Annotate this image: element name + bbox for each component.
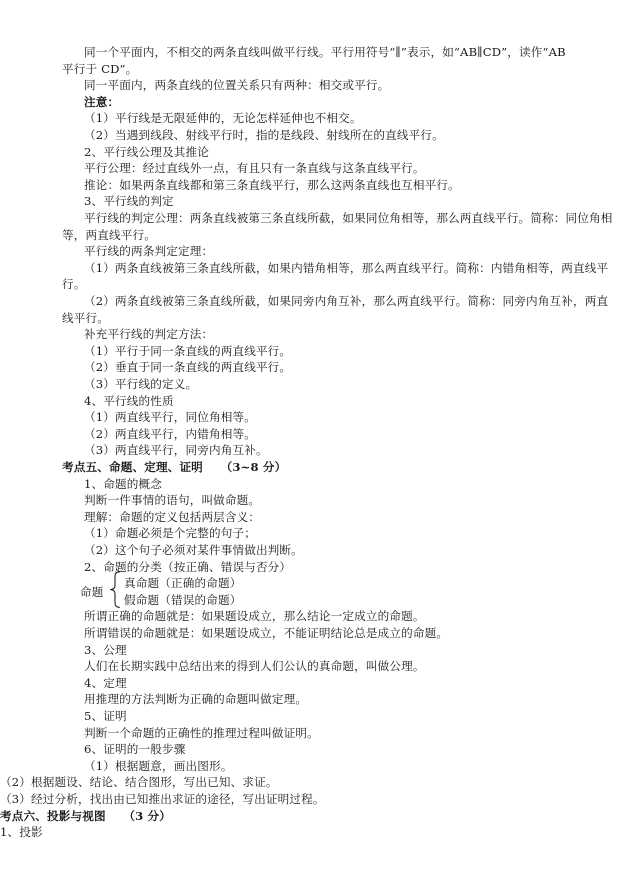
text-line: （1）根据题意，画出图形。 <box>84 758 233 773</box>
text-line: （2）这个句子必须对某件事情做出判断。 <box>84 543 303 557</box>
text-line: 所谓错误的命题就是：如果题设成立，不能证明结论总是成立的命题。 <box>84 626 449 640</box>
section-heading: 2、平行线公理及其推论 <box>84 144 209 159</box>
section-heading: 6、证明的一般步骤 <box>84 742 186 757</box>
section-heading: 2、命题的分类（按正确、错误与否分） <box>84 559 292 574</box>
text-line: （3）两直线平行，同旁内角互补。 <box>84 443 268 458</box>
section-heading: 1、命题的概念 <box>84 476 162 491</box>
text-line: （1）命题必须是个完整的句子； <box>84 526 256 541</box>
text-line: 判断一件事情的语句，叫做命题。 <box>84 493 261 508</box>
section-heading: 4、定理 <box>84 675 127 690</box>
text-line: （2）根据题设、结论、结合图形，写出已知、求证。 <box>0 775 278 790</box>
text-line: 补充平行线的判定方法： <box>84 327 214 342</box>
text-line: 线平行。 <box>62 310 109 325</box>
text-line: （2）当遇到线段、射线平行时，指的是线段、射线所在的直线平行。 <box>84 128 444 142</box>
text-line: （1）平行线是无限延伸的，无论怎样延伸也不相交。 <box>84 111 362 126</box>
section-heading: 4、平行线的性质 <box>84 393 174 408</box>
text-line: （1）两直线平行，同位角相等。 <box>84 410 256 425</box>
section-heading: 注意： <box>84 94 120 109</box>
section-heading: 5、证明 <box>84 709 127 723</box>
text-line: 平行于 CD”。 <box>62 61 138 76</box>
text-line: 用推理的方法判断为正确的命题叫做定理。 <box>84 692 308 707</box>
section-heading: 3、公理 <box>84 642 127 657</box>
text-line: 同一个平面内，不相交的两条直线叫做平行线。平行用符号“∥”表示，如“AB∥CD”，读作“AB <box>84 45 566 59</box>
topic-heading: 考点五、命题、定理、证明 （3~8 分） <box>62 460 287 474</box>
section-heading: 3、平行线的判定 <box>84 194 174 209</box>
classification-branch-true: 真命题（正确的命题） <box>124 576 242 591</box>
text-line: 人们在长期实践中总结出来的得到人们公认的真命题，叫做公理。 <box>84 659 425 674</box>
text-line: （3）平行线的定义。 <box>84 377 198 391</box>
text-line: 等，两直线平行。 <box>62 227 156 242</box>
text-line: 平行线的两条判定定理： <box>84 244 214 259</box>
text-line: （2）垂直于同一条直线的两直线平行。 <box>84 360 292 375</box>
text-line: 平行线的判定公理：两条直线被第三条直线所截，如果同位角相等，那么两直线平行。简称：同位角相 <box>84 211 613 225</box>
classification-root: 命题 <box>80 584 104 599</box>
text-line: （2）两条直线被第三条直线所截，如果同旁内角互补，那么两直线平行。简称：同旁内角互补，两直 <box>84 294 609 308</box>
text-line: 所谓正确的命题就是：如果题设成立，那么结论一定成立的命题。 <box>84 609 425 624</box>
curly-brace-icon <box>106 571 124 608</box>
classification-branch-false: 假命题（错误的命题） <box>124 592 242 607</box>
text-line: 理解：命题的定义包括两层含义： <box>84 509 261 524</box>
text-line: （1）两条直线被第三条直线所截，如果内错角相等，那么两直线平行。简称：内错角相等，两直线平 <box>84 260 609 275</box>
text-line: 同一平面内，两条直线的位置关系只有两种：相交或平行。 <box>84 78 390 93</box>
text-line: 平行公理：经过直线外一点，有且只有一条直线与这条直线平行。 <box>84 161 425 176</box>
text-line: （1）平行于同一条直线的两直线平行。 <box>84 343 292 358</box>
section-heading: 1、投影 <box>0 825 43 840</box>
text-line: 推论：如果两条直线都和第三条直线平行，那么这两条直线也互相平行。 <box>84 177 460 192</box>
topic-heading: 考点六、投影与视图 （3 分） <box>0 808 172 823</box>
text-line: 判断一个命题的正确性的推理过程叫做证明。 <box>84 725 319 740</box>
text-line: 行。 <box>62 277 86 292</box>
text-line: （3）经过分析，找出由已知推出求证的途径，写出证明过程。 <box>0 792 325 806</box>
text-line: （2）两直线平行，内错角相等。 <box>84 426 256 441</box>
